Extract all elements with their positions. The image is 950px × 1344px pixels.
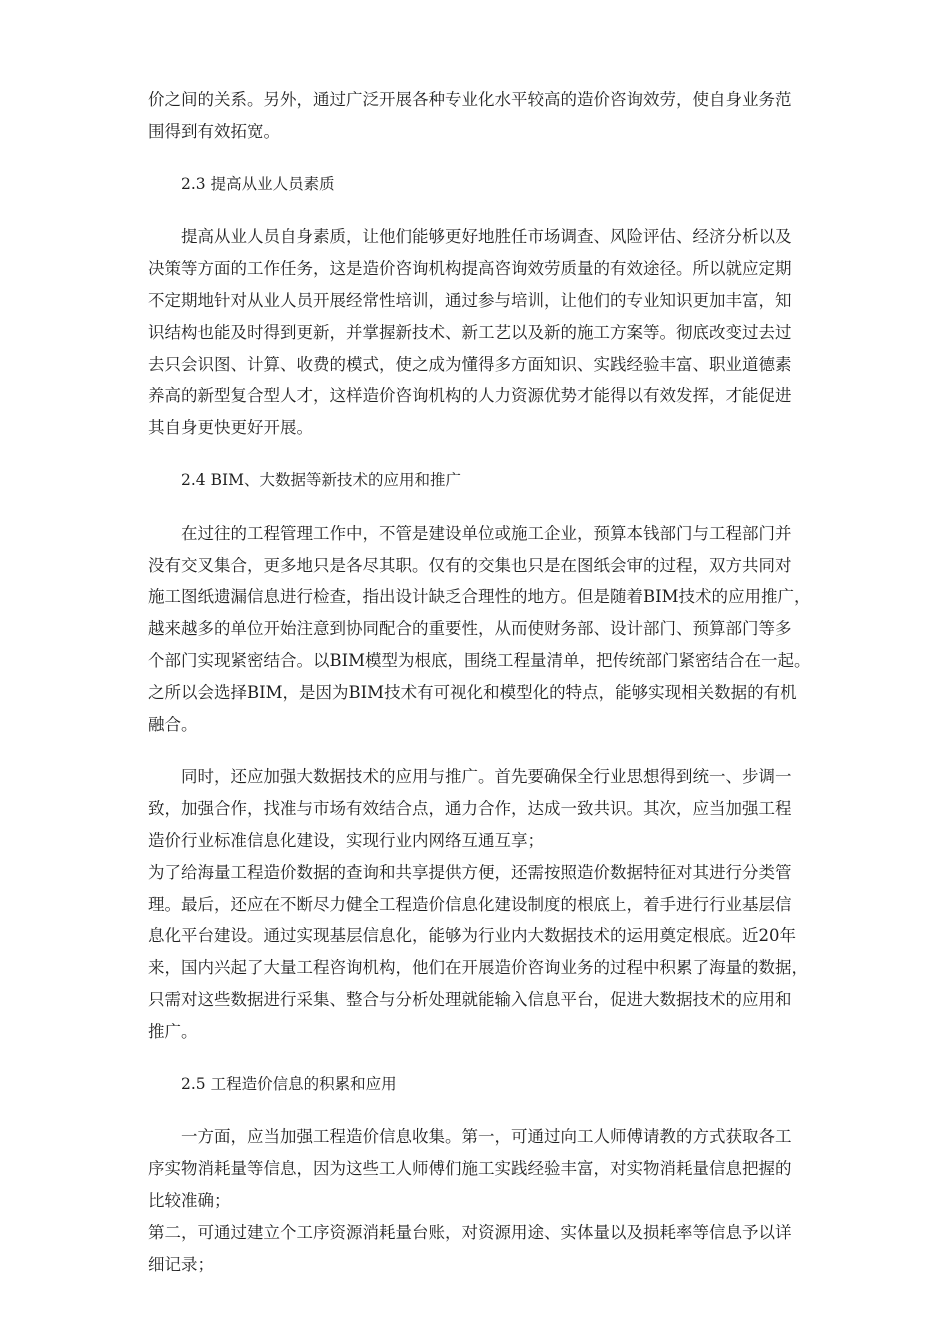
text-line: 围得到有效拓宽。 [148,121,280,141]
text-line: 理。最后，还应在不断尽力健全工程造价信息化建设制度的根底上，着手进行行业基层信 [148,894,792,914]
text-line: 没有交叉集合，更多地只是各尽其职。仅有的交集也只是在图纸会审的过程，双方共同对 [148,555,792,575]
text-line: 致，加强合作，找准与市场有效结合点，通力合作，达成一致共识。其次，应当加强工程 [148,799,792,819]
text-line: 只需对这些数据进行采集、整合与分析处理就能输入信息平台，促进大数据技术的应用和 [148,989,792,1009]
text-line: 养高的新型复合型人才，这样造价咨询机构的人力资源优势才能得以有效发挥，才能促进 [148,386,792,406]
text-line: 同时，还应加强大数据技术的应用与推广。首先要确保全行业思想得到统一、步调一 [181,767,792,787]
text-line: 推广。 [148,1021,198,1041]
text-line: 序实物消耗量等信息，因为这些工人师傅们施工实践经验丰富，对实物消耗量信息把握的 [148,1159,792,1179]
text-line: 识结构也能及时得到更新，并掌握新技术、新工艺以及新的施工方案等。彻底改变过去过 [148,322,792,342]
text-line: 决策等方面的工作任务，这是造价咨询机构提高咨询效劳质量的有效途径。所以就应定期 [148,259,792,279]
text-line: 个部门实现紧密结合。以BIM模型为根底，围绕工程量清单，把传统部门紧密结合在一起。 [148,650,811,670]
text-line: 去只会识图、计算、收费的模式，使之成为懂得多方面知识、实践经验丰富、职业道德素 [148,354,792,374]
text-line: 越来越多的单位开始注意到协同配合的重要性，从而使财务部、设计部门、预算部门等多 [148,619,792,639]
text-line: 一方面，应当加强工程造价信息收集。第一，可通过向工人师傅请教的方式获取各工 [181,1127,792,1147]
text-line: 来，国内兴起了大量工程咨询机构，他们在开展造价咨询业务的过程中积累了海量的数据， [148,958,808,978]
section-heading-2-3: 2.3 提高从业人员素质 [181,174,335,193]
paragraph-intro-continued [148,84,804,148]
text-line: 融合。 [148,714,198,734]
text-line: 比较准确； [148,1190,231,1210]
text-line: 细记录； [148,1254,214,1274]
paragraph-bim [148,518,811,741]
paragraph-staff-quality [148,221,804,444]
paragraph-cost-info [148,1121,804,1280]
text-line: 第二，可通过建立个工序资源消耗量台账，对资源用途、实体量以及损耗率等信息予以详 [148,1222,792,1242]
section-heading-2-4: 2.4 BIM、大数据等新技术的应用和推广 [181,470,461,489]
text-line: 造价行业标准信息化建设，实现行业内网络互通互享； [148,830,544,850]
text-line: 为了给海量工程造价数据的查询和共享提供方便，还需按照造价数据特征对其进行分类管 [148,862,792,882]
text-line: 在过往的工程管理工作中，不管是建设单位或施工企业，预算本钱部门与工程部门并 [181,523,792,543]
text-line: 不定期地针对从业人员开展经常性培训，通过参与培训，让他们的专业知识更加丰富，知 [148,290,792,310]
paragraph-big-data [148,761,808,1047]
text-line: 息化平台建设。通过实现基层信息化，能够为行业内大数据技术的运用奠定根底。近20年 [148,926,796,946]
section-heading-2-5: 2.5 工程造价信息的积累和应用 [181,1074,397,1093]
text-line: 其自身更快更好开展。 [148,418,313,438]
text-line: 价之间的关系。另外，通过广泛开展各种专业化水平较高的造价咨询效劳，使自身业务范 [148,90,792,109]
text-line: 提高从业人员自身素质，让他们能够更好地胜任市场调查、风险评估、经济分析以及 [181,227,792,247]
text-line: 施工图纸遗漏信息进行检查，指出设计缺乏合理性的地方。但是随着BIM技术的应用推广， [148,587,811,607]
text-line: 之所以会选择BIM，是因为BIM技术有可视化和模型化的特点，能够实现相关数据的有机 [148,682,797,702]
document-page [148,84,811,1280]
